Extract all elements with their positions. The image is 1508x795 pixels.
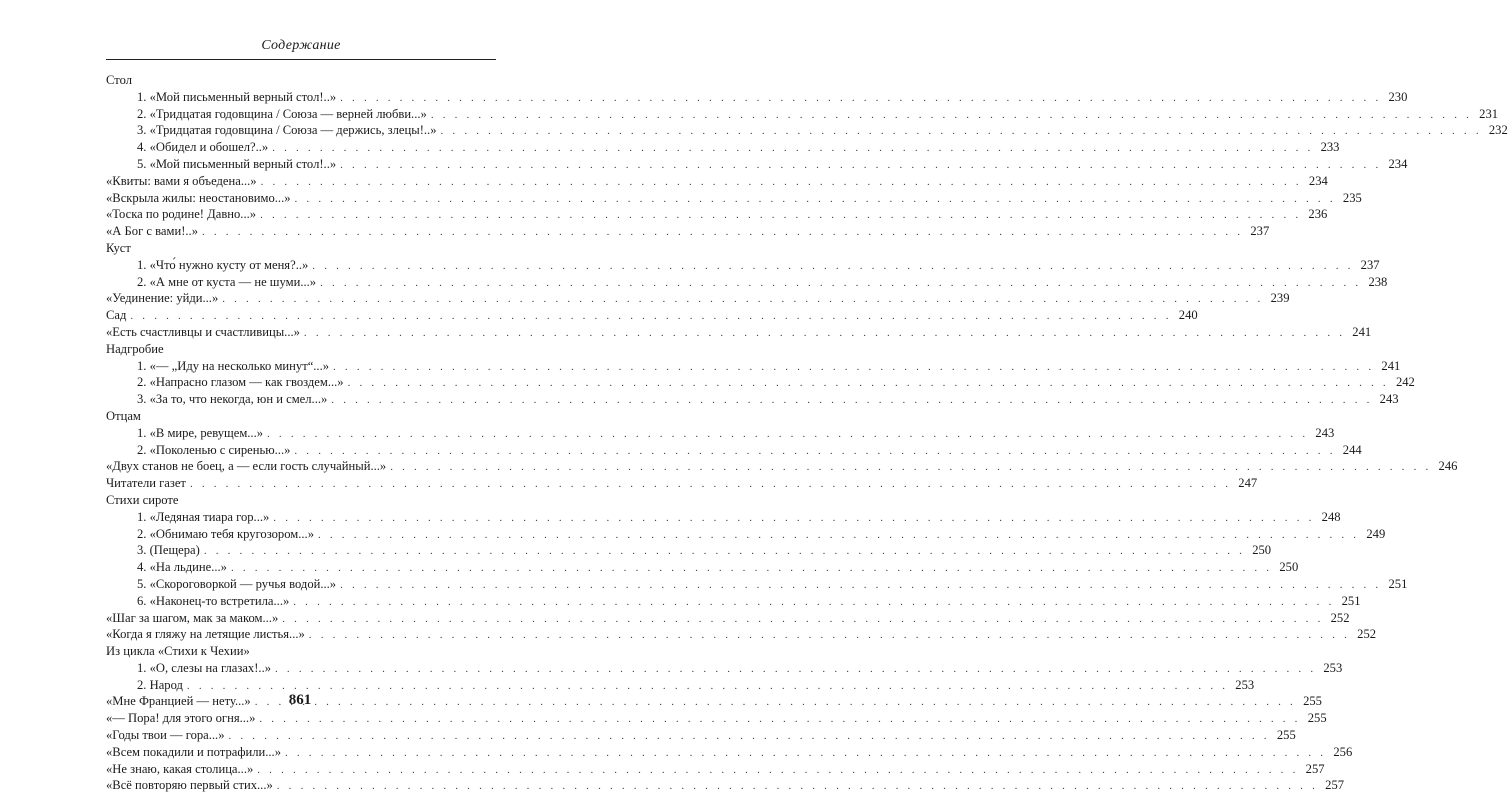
running-header: Содержание [261,38,341,53]
toc-entry-page: 257 [1305,761,1325,776]
dot-leader [273,510,1314,527]
dot-leader [190,476,1231,493]
toc-entry-title: 3. (Пещера) [137,543,200,558]
toc-entry [106,761,1325,778]
toc-entry [106,442,1362,459]
dot-leader [285,745,1326,762]
toc-entry [106,374,1415,391]
toc-entry-title: «Не знаю, какая столица...» [106,761,254,776]
toc-entry-title: 2. Народ [137,677,183,692]
toc-entry-page: 257 [1325,778,1345,793]
dot-leader [312,258,1353,275]
toc-entry [106,139,1340,156]
dot-leader [340,577,1381,594]
toc-entry-title: Стихи сироте [106,492,179,507]
toc-entry [106,240,488,257]
toc-entry-title: 1. «О, слезы на глазах!..» [137,660,272,675]
toc-entry-title: Сад [106,308,127,323]
toc-entry-title: 2. «Поколенью с сиренью...» [137,442,291,457]
toc-entry [106,492,488,509]
dot-leader [282,611,1323,628]
toc-entry-page: 246 [1438,459,1458,474]
toc-entry-page: 240 [1178,308,1198,323]
toc-entry-title: 4. «Обидел и обошел?..» [137,140,269,155]
toc-entry [106,358,1401,375]
toc-entry [106,643,488,660]
page-number: 861 [288,692,312,708]
dot-leader [295,191,1336,208]
toc-entry [106,408,488,425]
dot-leader [293,594,1334,611]
toc-entry-title: 2. «Тридцатая годовщина / Союза — верней любви...» [137,106,427,121]
dot-leader [222,291,1263,308]
toc-entry-title: 1. «Ледяная тиара гор...» [137,509,270,524]
toc-entry-title: 1. «— „Иду на несколько минут“...» [137,358,330,373]
toc-entry-title: «Двух станов не боец, а — если гость случайный...» [106,459,387,474]
toc-entry [106,710,1327,727]
toc-entry [106,257,1380,274]
dot-leader [318,527,1359,544]
toc-entry-page: 255 [1276,728,1296,743]
toc-entry [106,341,488,358]
toc-entry-title: «— Пора! для этого огня...» [106,711,256,726]
toc-entry-page: 253 [1323,660,1343,675]
toc-entry [106,156,1408,173]
dot-leader [348,375,1389,392]
toc-entry-page: 248 [1321,509,1341,524]
toc-entry-title: «Тоска по родине! Давно...» [106,207,257,222]
dot-leader [309,627,1350,644]
toc-entry [106,777,1345,794]
toc-entry-title: Куст [106,240,131,255]
toc-entry-title: «Когда я гляжу на летящие листья...» [106,627,305,642]
toc-entry-page: 238 [1368,274,1388,289]
toc-entry-title: Надгробие [106,341,164,356]
toc-entry [106,89,1408,106]
toc-entry [106,190,1362,207]
toc-entry-title: «Есть счастливцы и счастливицы...» [106,324,300,339]
toc-entry [106,274,1388,291]
toc-entry-title: 3. «Тридцатая годовщина / Союза — держись, злецы!..» [137,123,437,138]
toc-entry [106,223,1270,240]
toc-entry-page: 235 [1342,190,1362,205]
table-of-contents [106,72,1508,794]
toc-entry-title: 2. «Напрасно глазом — как гвоздем...» [137,375,344,390]
toc-entry-title: 5. «Скороговоркой — ручья водой...» [137,576,337,591]
toc-entry-title: Читатели газет [106,476,186,491]
dot-leader [304,325,1345,342]
toc-entry [106,475,1258,492]
toc-entry [106,458,1458,475]
toc-entry [106,660,1343,677]
toc-entry-page: 232 [1488,123,1508,138]
toc-entry-page: 252 [1357,627,1377,642]
toc-entry [106,559,1299,576]
dot-leader [267,426,1308,443]
dot-leader [340,157,1381,174]
toc-entry [106,72,488,89]
toc-entry [106,106,1499,123]
toc-entry-page: 255 [1307,711,1327,726]
toc-entry [106,526,1386,543]
dot-leader [275,661,1316,678]
toc-entry-title: Стол [106,73,132,87]
toc-entry [106,122,1508,139]
toc-entry-page: 231 [1479,106,1499,121]
dot-leader [277,778,1318,795]
dot-leader [231,560,1272,577]
dot-leader [202,224,1243,241]
dot-leader [320,275,1361,292]
dot-leader [130,308,1171,325]
toc-entry-title: 2. «А мне от куста — не шуми...» [137,274,317,289]
toc-entry [106,307,1198,324]
toc-entry [106,626,1377,643]
toc-entry [106,576,1408,593]
dot-leader [340,90,1381,107]
toc-entry-page: 253 [1235,677,1255,692]
toc-entry [106,610,1350,627]
dot-leader [294,443,1335,460]
dot-leader [260,207,1301,224]
toc-entry-page: 236 [1308,207,1328,222]
toc-entry [106,727,1296,744]
toc-entry-page: 233 [1320,140,1340,155]
toc-entry-page: 255 [1303,694,1322,709]
toc-entry-page: 252 [1330,610,1350,625]
dot-leader [431,107,1472,124]
toc-entry-page: 239 [1270,291,1290,306]
toc-entry-page: 256 [1333,744,1353,759]
dot-leader [259,711,1300,728]
toc-entry [106,173,1328,190]
toc-entry [106,290,1290,307]
toc-entry-title: 1. «В мире, ревущем...» [137,425,264,440]
toc-entry [106,206,1328,223]
toc-entry-title: Отцам [106,408,141,423]
dot-leader [333,359,1374,376]
dot-leader [204,543,1245,560]
toc-entry-title: «Всем покадили и потрафили...» [106,744,281,759]
toc-entry-title: «Шаг за шагом, мак за маком...» [106,610,279,625]
toc-entry-title: 2. «Обнимаю тебя кругозором...» [137,526,314,541]
toc-entry-page: 244 [1342,442,1362,457]
toc-entry-page: 230 [1388,89,1408,104]
toc-entry-page: 249 [1366,526,1386,541]
dot-leader [229,728,1270,745]
toc-entry-page: 237 [1360,257,1380,272]
toc-entry-page: 241 [1352,324,1372,339]
toc-entry-title: 3. «За то, что некогда, юн и смел...» [137,392,328,407]
toc-entry [106,509,1341,526]
dot-leader [441,123,1482,140]
toc-entry [106,542,1272,559]
toc-entry-page: 234 [1308,173,1328,188]
toc-entry-title: «Квиты: вами я объедена...» [106,173,257,188]
toc-entry-title: 6. «Наконец-то встретила...» [137,593,290,608]
dot-leader [331,392,1372,409]
dot-leader [257,762,1298,779]
toc-entry-title: 4. «На льдине...» [137,560,227,575]
toc-entry-title: 1. «Что́ нужно кусту от меня?..» [137,257,309,272]
toc-entry-title: «Уединение: уйди...» [106,291,219,306]
toc-entry-page: 250 [1252,543,1272,558]
toc-entry-title: «Мне Францией — нету...» [106,694,251,709]
toc-entry [106,324,1372,341]
toc-entry-page: 247 [1238,476,1258,491]
toc-entry [106,391,1399,408]
toc-entry-page: 237 [1250,224,1270,239]
dot-leader [390,459,1431,476]
toc-entry-title: «А Бог с вами!..» [106,224,198,239]
toc-entry-page: 243 [1379,392,1399,407]
toc-entry [106,744,1353,761]
toc-entry [106,593,1361,610]
toc-entry [106,425,1335,442]
toc-entry-title: «Годы твои — гора...» [106,728,225,743]
toc-entry-page: 243 [1315,425,1335,440]
dot-leader [272,140,1313,157]
toc-entry-page: 251 [1388,576,1408,591]
toc-entry-title: 5. «Мой письменный верный стол!..» [137,156,337,171]
toc-entry-page: 234 [1388,156,1408,171]
toc-entry-title: «Вскрыла жилы: неостановимо...» [106,190,291,205]
toc-entry-page: 241 [1381,358,1401,373]
toc-entry-page: 250 [1279,560,1299,575]
header-rule [106,59,496,60]
toc-entry-title: Из цикла «Стихи к Чехии» [106,644,250,659]
dot-leader [261,174,1302,191]
toc-entry-title: 1. «Мой письменный верный стол!..» [137,89,337,104]
toc-entry-title: «Всё повторяю первый стих...» [106,778,273,793]
toc-entry-page: 242 [1395,375,1415,390]
toc-entry [106,677,1255,694]
toc-entry-page: 251 [1341,593,1361,608]
